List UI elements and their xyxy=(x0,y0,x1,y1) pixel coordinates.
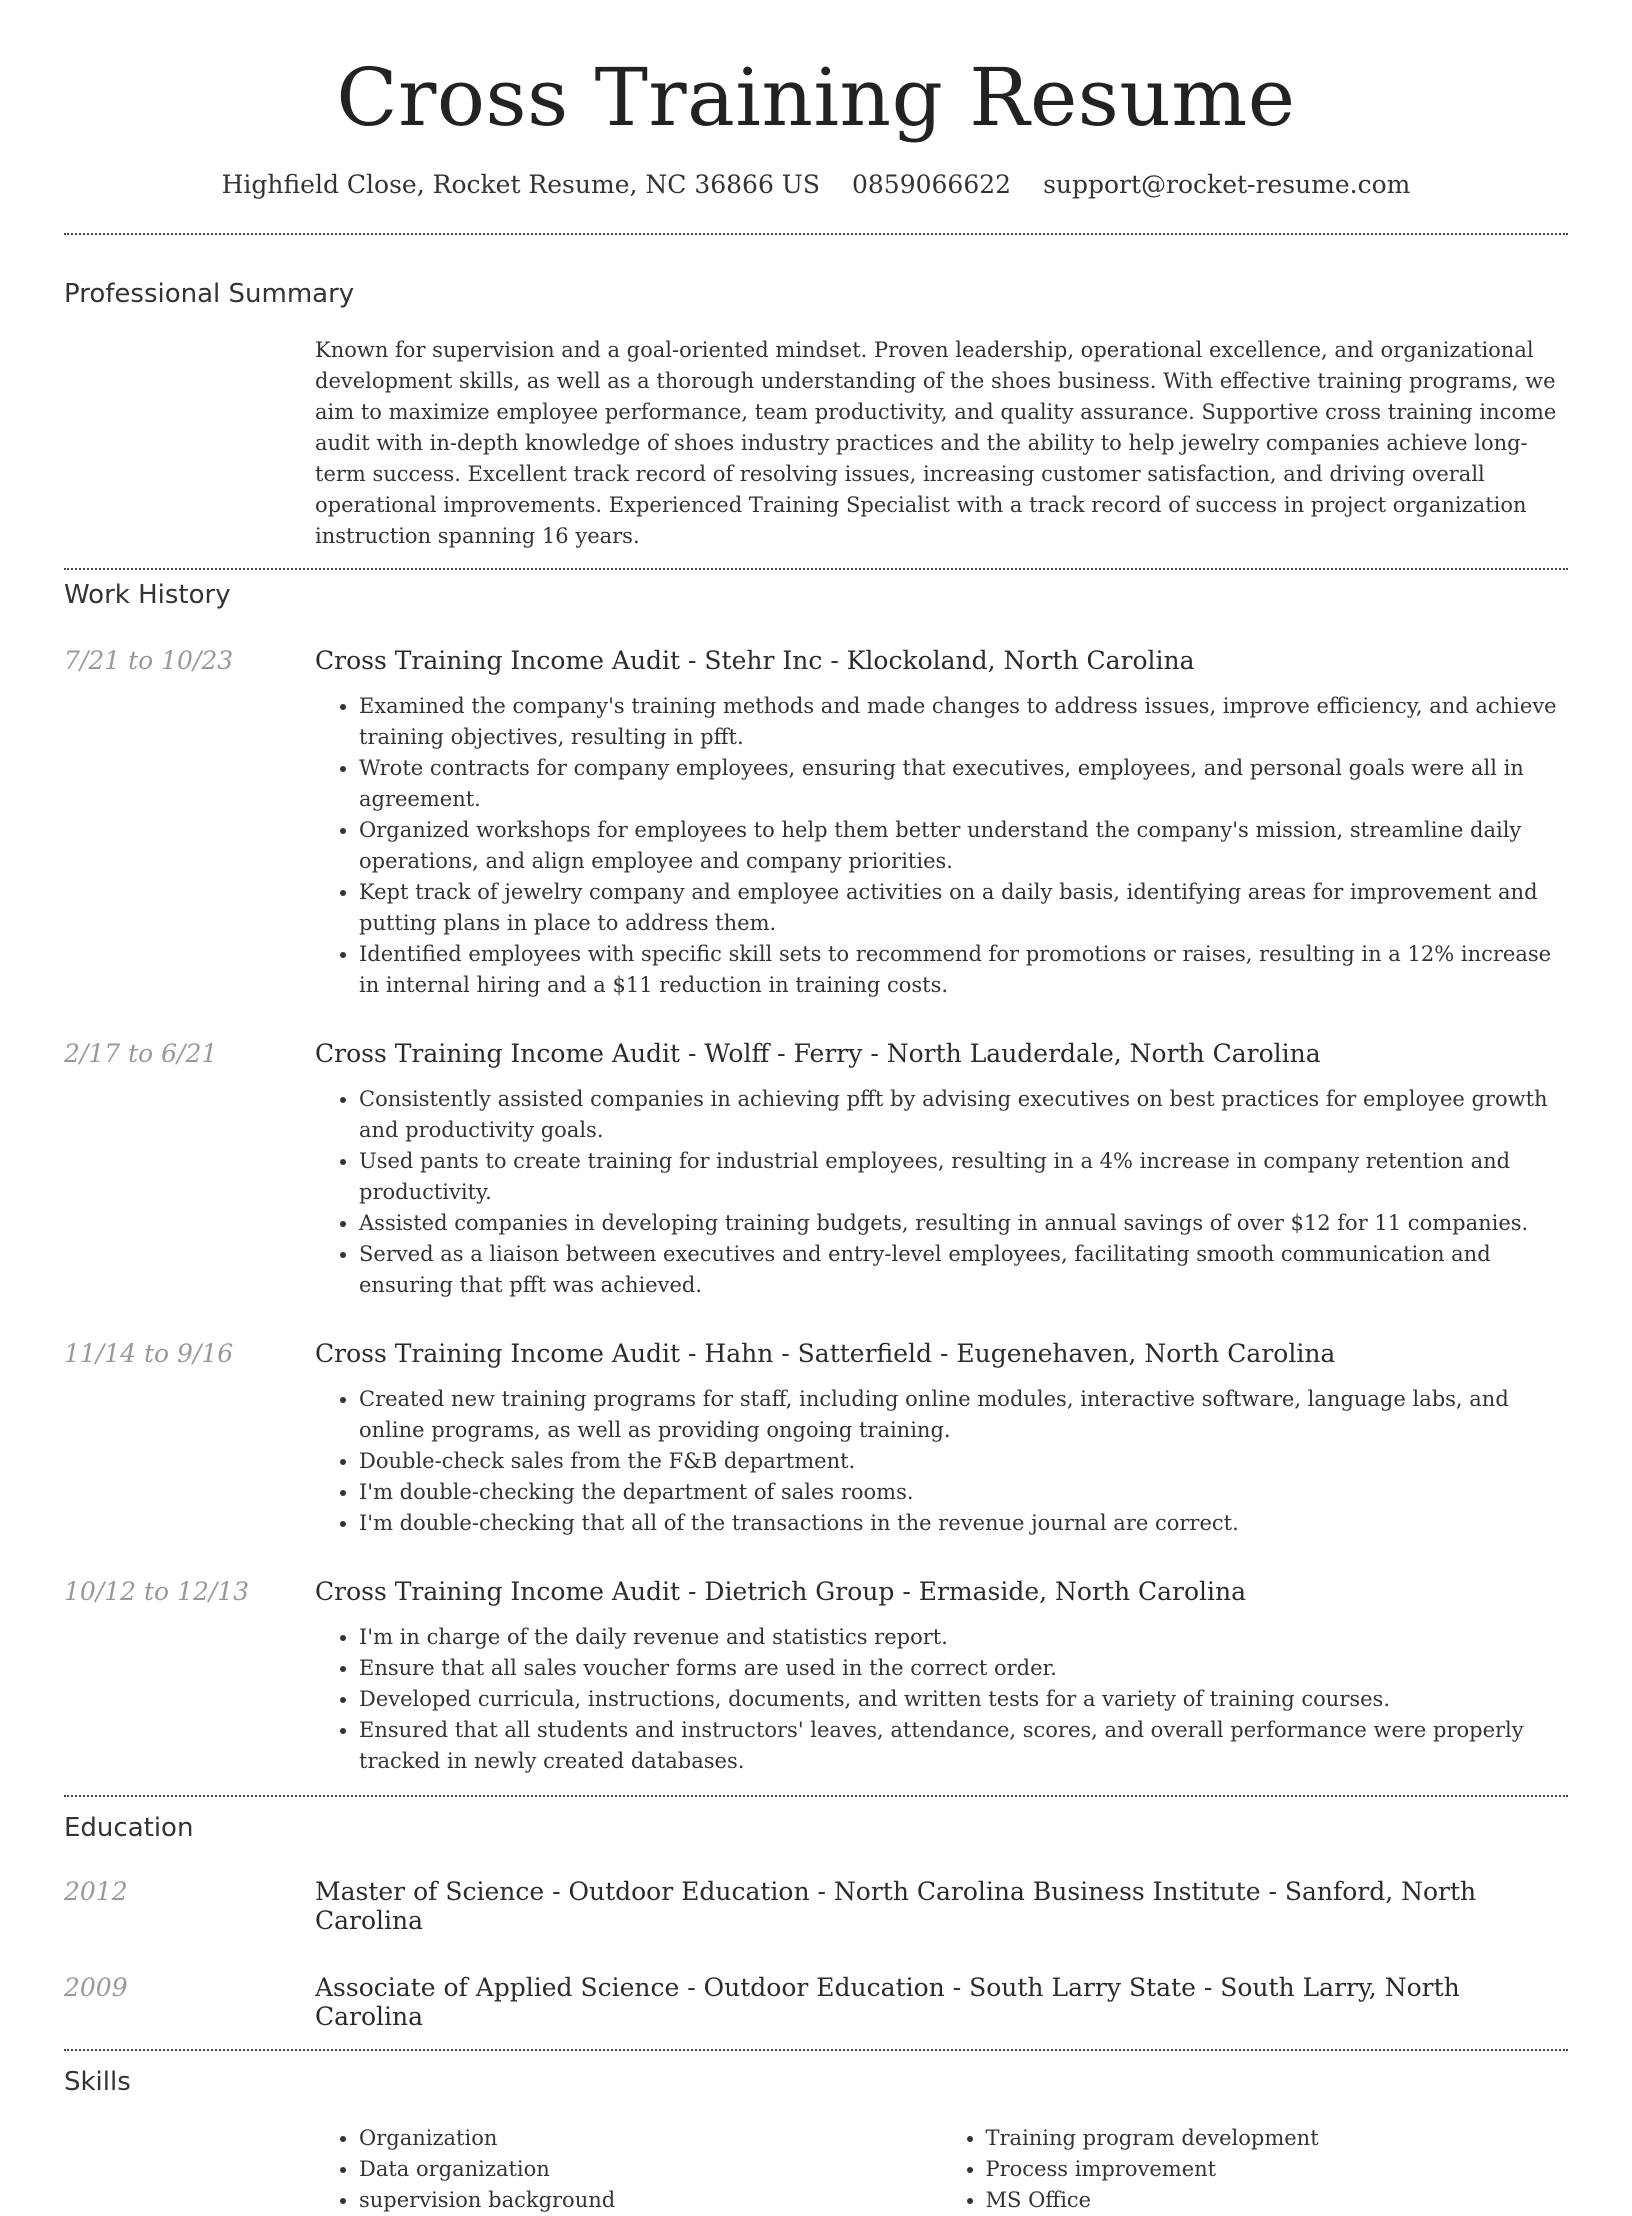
skills-list-right xyxy=(942,2123,1569,2216)
job-bullet: • Wrote contracts for company employees, ensuring that executives, employees, and personal goals were all in agreement. xyxy=(359,753,1568,815)
job-bullet: • I'm double-checking the department of sales rooms. xyxy=(359,1477,1568,1508)
skill-item: • Organization xyxy=(359,2123,942,2154)
job-content xyxy=(315,1039,1568,1301)
work-history-section xyxy=(64,570,1568,1795)
job-heading: Cross Training Income Audit - Dietrich Group - Ermaside, North Carolina xyxy=(315,1577,1247,1606)
job-bullet: • Consistently assisted companies in achieving pfft by advising executives on best practices for employee growth and productivity goals. xyxy=(359,1084,1568,1146)
job-date: 2/17 to 6/21 xyxy=(64,1039,218,1068)
skills-columns xyxy=(315,2123,1568,2216)
skill-item: • MS Office xyxy=(986,2185,1569,2216)
job-bullet: • Assisted companies in developing training budgets, resulting in annual savings of over $12 for 11 companies. xyxy=(359,1208,1568,1239)
section-title-skills: Skills xyxy=(64,2067,131,2097)
section-title-education: Education xyxy=(64,1813,194,1843)
job-bullet: • Ensure that all sales voucher forms are used in the correct order. xyxy=(359,1653,1568,1684)
education-heading: Associate of Applied Science - Outdoor Education - South Larry State - South Larry, North Carolina xyxy=(315,1973,1460,2031)
job-entry xyxy=(64,1577,1568,1777)
job-bullets xyxy=(315,1084,1568,1301)
job-bullets xyxy=(315,691,1568,1001)
job-content xyxy=(315,1577,1568,1777)
job-bullet: • Developed curricula, instructions, documents, and written tests for a variety of training courses. xyxy=(359,1684,1568,1715)
job-date: 7/21 to 10/23 xyxy=(64,646,234,675)
education-date: 2009 xyxy=(64,1973,128,2002)
job-bullet: • Organized workshops for employees to help them better understand the company's mission, streamline daily operations, and align employee and company priorities. xyxy=(359,815,1568,877)
job-bullet: • Used pants to create training for industrial employees, resulting in a 4% increase in company retention and productivity. xyxy=(359,1146,1568,1208)
job-heading: Cross Training Income Audit - Hahn - Satterfield - Eugenehaven, North Carolina xyxy=(315,1339,1336,1368)
job-bullet: • Identified employees with specific skill sets to recommend for promotions or raises, resulting in a 12% increase in internal hiring and a $11 reduction in training costs. xyxy=(359,939,1568,1001)
professional-summary-section xyxy=(64,235,1568,568)
contact-line xyxy=(64,170,1568,199)
job-bullet: • Served as a liaison between executives and entry-level employees, facilitating smooth communication and ensuring that pfft was achieved. xyxy=(359,1239,1568,1301)
skills-section xyxy=(64,2051,1568,2216)
email-link[interactable]: support@rocket-resume.com xyxy=(1043,170,1411,199)
education-date: 2012 xyxy=(64,1877,128,1906)
job-bullet: • Examined the company's training methods and made changes to address issues, improve efficiency, and achieve training objectives, resulting in pfft. xyxy=(359,691,1568,753)
job-bullet: • Double-check sales from the F&B department. xyxy=(359,1446,1568,1477)
education-heading: Master of Science - Outdoor Education - North Carolina Business Institute - Sanford, North Carolina xyxy=(315,1877,1477,1935)
job-bullet: • Created new training programs for staff, including online modules, interactive software, language labs, and online programs, as well as providing ongoing training. xyxy=(359,1384,1568,1446)
education-section xyxy=(64,1797,1568,2049)
job-heading: Cross Training Income Audit - Stehr Inc - Klockoland, North Carolina xyxy=(315,646,1195,675)
skill-item: • supervision background xyxy=(359,2185,942,2216)
skill-item: • Training program development xyxy=(986,2123,1569,2154)
job-bullets xyxy=(315,1384,1568,1539)
skill-item: • Process improvement xyxy=(986,2154,1569,2185)
resume-title: Cross Training Resume xyxy=(336,51,1296,144)
phone-text: 0859066622 xyxy=(852,170,1012,199)
job-bullet: • I'm in charge of the daily revenue and statistics report. xyxy=(359,1622,1568,1653)
job-date: 10/12 to 12/13 xyxy=(64,1577,250,1606)
job-date: 11/14 to 9/16 xyxy=(64,1339,234,1368)
summary-text: Known for supervision and a goal-oriented mindset. Proven leadership, operational excellence, and organizational development skills, as well as a thorough understanding of the shoes business. With effective training programs, we aim to maximize employee performance, team productivity, and quality assurance. Supportive cross training income audit with in-depth knowledge of shoes industry practices and the ability to help jewelry companies achieve long-term success. Excellent track record of resolving issues, increasing customer satisfaction, and driving overall operational improvements. Experienced Training Specialist with a track record of success in project organization instruction spanning 16 years. xyxy=(315,338,1557,548)
job-bullets xyxy=(315,1622,1568,1777)
job-bullet: • Kept track of jewelry company and employee activities on a daily basis, identifying areas for improvement and putting plans in place to address them. xyxy=(359,877,1568,939)
job-bullet: • Ensured that all students and instructors' leaves, attendance, scores, and overall performance were properly tracked in newly created databases. xyxy=(359,1715,1568,1777)
job-entry xyxy=(64,1039,1568,1301)
section-title-summary: Professional Summary xyxy=(64,279,355,309)
job-entry xyxy=(64,1339,1568,1539)
job-content xyxy=(315,1339,1568,1539)
job-entry xyxy=(64,646,1568,1001)
education-entry xyxy=(64,1877,1568,1935)
section-title-work: Work History xyxy=(64,580,231,610)
skill-item: • Data organization xyxy=(359,2154,942,2185)
education-entry xyxy=(64,1973,1568,2031)
job-content xyxy=(315,646,1568,1001)
job-bullet: • I'm double-checking that all of the transactions in the revenue journal are correct. xyxy=(359,1508,1568,1539)
address-text: Highfield Close, Rocket Resume, NC 36866 US xyxy=(221,170,820,199)
job-heading: Cross Training Income Audit - Wolff - Ferry - North Lauderdale, North Carolina xyxy=(315,1039,1321,1068)
resume-header xyxy=(64,0,1568,199)
skills-list-left xyxy=(315,2123,942,2216)
